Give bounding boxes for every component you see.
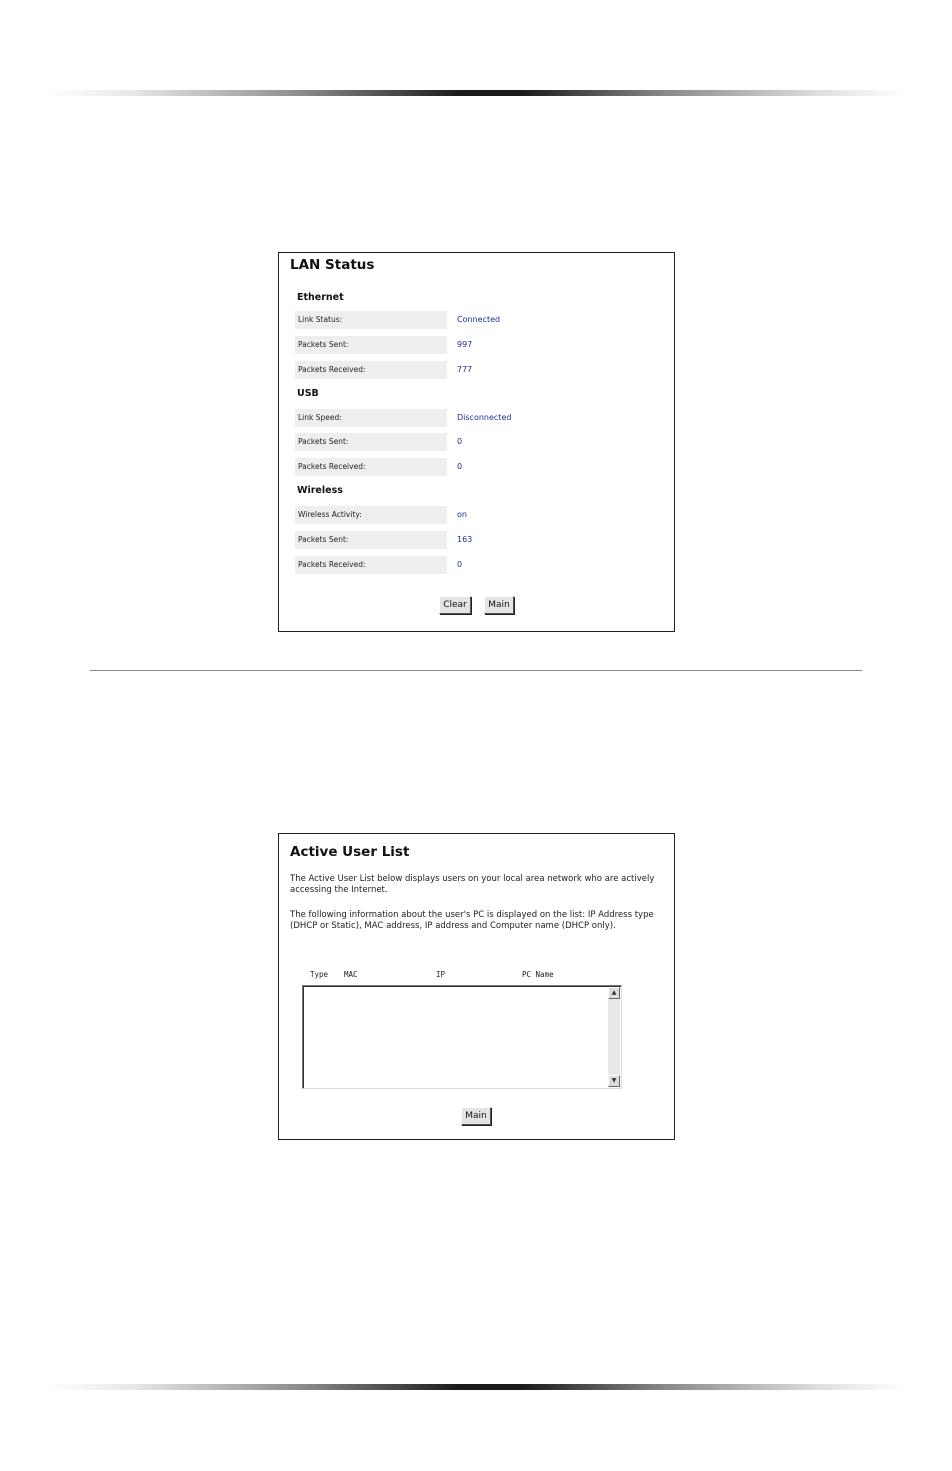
clear-button[interactable]: Clear bbox=[439, 596, 471, 614]
usb-packets-received-value: 0 bbox=[457, 462, 463, 471]
active-users-listbox[interactable] bbox=[302, 985, 622, 1089]
intro-paragraph: The Active User List below displays users on your local area network who are actively accessing the Internet. bbox=[290, 874, 655, 895]
lan-status-title: LAN Status bbox=[290, 257, 375, 273]
usb-packets-received-label: Packets Received: bbox=[295, 458, 447, 476]
scroll-up-arrow-icon[interactable]: ▲ bbox=[608, 987, 620, 999]
listbox-scrollbar[interactable] bbox=[608, 987, 620, 1087]
column-header-ip: IP bbox=[436, 970, 446, 979]
active-user-list-panel bbox=[278, 833, 675, 1140]
scroll-down-arrow-icon[interactable]: ▼ bbox=[608, 1075, 620, 1087]
section-usb: USB bbox=[297, 388, 319, 399]
usb-link-speed-label: Link Speed: bbox=[295, 409, 447, 427]
info-paragraph: The following information about the user's PC is displayed on the list: IP Address type (DHCP or Static), MAC address, IP address and Computer name (DHCP only). bbox=[290, 910, 654, 931]
bottom-gradient-rule bbox=[46, 1384, 908, 1390]
section-ethernet: Ethernet bbox=[297, 292, 344, 303]
lan-status-panel bbox=[278, 252, 675, 632]
column-header-mac: MAC bbox=[344, 970, 358, 979]
active-user-list-title: Active User List bbox=[290, 844, 410, 860]
column-header-type: Type bbox=[310, 970, 329, 979]
column-header-pc-name: PC Name bbox=[522, 970, 554, 979]
ethernet-packets-received-value: 777 bbox=[457, 365, 473, 374]
wireless-activity-label: Wireless Activity: bbox=[295, 506, 447, 524]
top-gradient-rule bbox=[46, 90, 908, 96]
wireless-packets-sent-value: 163 bbox=[457, 535, 473, 544]
ethernet-packets-received-label: Packets Received: bbox=[295, 361, 447, 379]
section-divider bbox=[90, 670, 862, 671]
ethernet-link-status-label: Link Status: bbox=[295, 311, 447, 329]
ethernet-link-status-value: Connected bbox=[457, 315, 501, 324]
usb-packets-sent-label: Packets Sent: bbox=[295, 433, 447, 451]
ethernet-packets-sent-value: 997 bbox=[457, 340, 473, 349]
wireless-activity-value: on bbox=[457, 510, 467, 519]
main-button[interactable]: Main bbox=[484, 596, 514, 614]
main-button[interactable]: Main bbox=[461, 1107, 491, 1125]
usb-link-speed-value: Disconnected bbox=[457, 413, 512, 422]
wireless-packets-received-value: 0 bbox=[457, 560, 463, 569]
wireless-packets-sent-label: Packets Sent: bbox=[295, 531, 447, 549]
usb-packets-sent-value: 0 bbox=[457, 437, 463, 446]
section-wireless: Wireless bbox=[297, 485, 343, 496]
wireless-packets-received-label: Packets Received: bbox=[295, 556, 447, 574]
ethernet-packets-sent-label: Packets Sent: bbox=[295, 336, 447, 354]
